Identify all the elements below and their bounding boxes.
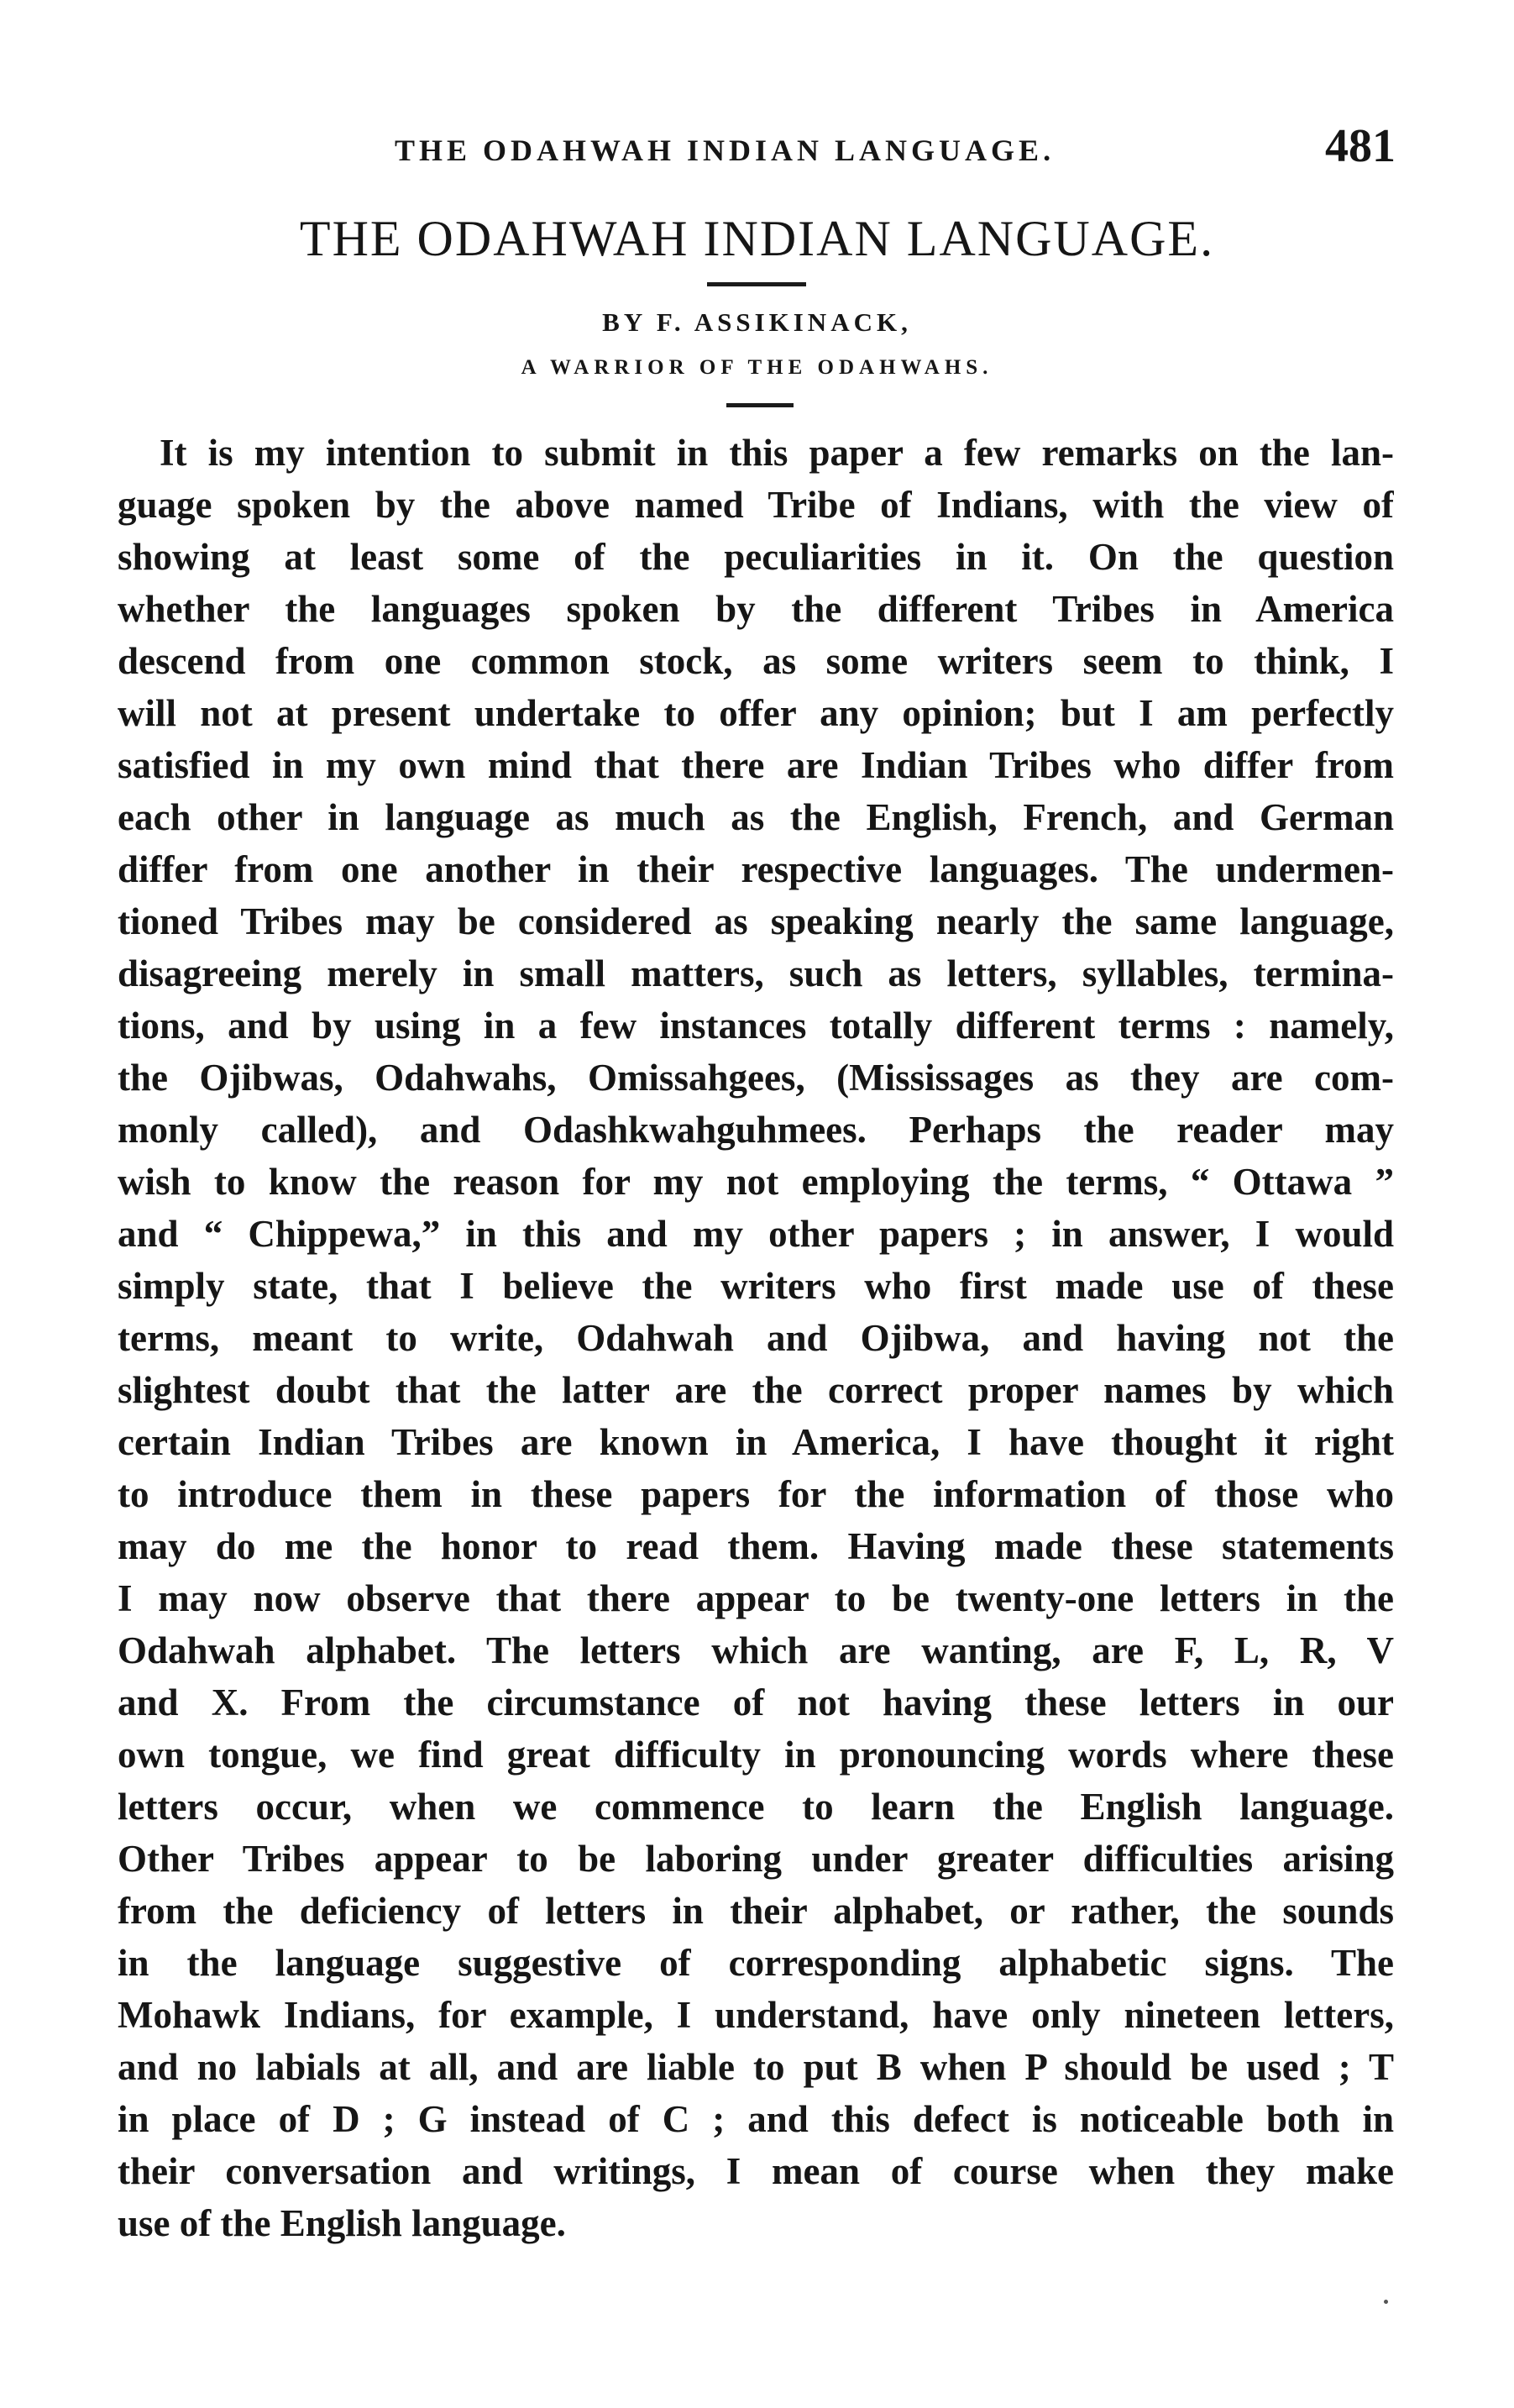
text-line: showing at least some of the peculiarities in it. On the question xyxy=(118,536,1394,578)
text-line: It is my intention to submit in this paper a few remarks on the lan- xyxy=(160,432,1394,474)
text-line: differ from one another in their respective languages. The undermen- xyxy=(118,848,1394,890)
text-line: from the deficiency of letters in their alphabet, or rather, the sounds xyxy=(118,1890,1394,1932)
text-line: tioned Tribes may be considered as speaking nearly the same language, xyxy=(118,900,1394,942)
text-line: in the language suggestive of corresponding alphabetic signs. The xyxy=(118,1942,1394,1984)
text-line: certain Indian Tribes are known in America, I have thought it right xyxy=(118,1421,1394,1463)
text-line: whether the languages spoken by the different Tribes in America xyxy=(118,588,1394,630)
body-text xyxy=(118,427,1394,2249)
text-line: the Ojibwas, Odahwahs, Omissahgees, (Mississages as they are com- xyxy=(118,1057,1394,1099)
text-line: and no labials at all, and are liable to put B when P should be used ; T xyxy=(118,2046,1394,2088)
text-line: wish to know the reason for my not employing the terms, “ Ottawa ” xyxy=(118,1161,1394,1203)
text-line: Odahwah alphabet. The letters which are wanting, are F, L, R, V xyxy=(118,1629,1394,1671)
author-affiliation: A WARRIOR OF THE ODAHWAHS. xyxy=(521,356,993,379)
text-line: satisfied in my own mind that there are Indian Tribes who differ from xyxy=(118,744,1394,786)
text-line: simply state, that I believe the writers who first made use of these xyxy=(118,1265,1394,1307)
article-title: THE ODAHWAH INDIAN LANGUAGE. xyxy=(299,211,1215,266)
text-line: their conversation and writings, I mean of course when they make xyxy=(118,2150,1394,2192)
text-line: own tongue, we find great difficulty in pronouncing words where these xyxy=(118,1734,1394,1776)
text-line: monly called), and Odashkwahguhmees. Perhaps the reader may xyxy=(118,1109,1394,1151)
author-byline: BY F. ASSIKINACK, xyxy=(602,307,912,337)
text-line: tions, and by using in a few instances totally different terms : namely, xyxy=(118,1005,1394,1047)
text-line: to introduce them in these papers for the information of those who xyxy=(118,1473,1394,1515)
text-line: use of the English language. xyxy=(118,2202,566,2244)
byline-rule xyxy=(726,403,794,407)
text-line: disagreeing merely in small matters, such as letters, syllables, termina- xyxy=(118,952,1394,994)
running-head: THE ODAHWAH INDIAN LANGUAGE. xyxy=(395,134,1056,167)
text-line: Mohawk Indians, for example, I understand, have only nineteen letters, xyxy=(118,1994,1394,2036)
text-line: terms, meant to write, Odahwah and Ojibwa, and having not the xyxy=(118,1317,1394,1359)
text-line: Other Tribes appear to be laboring under greater difficulties arising xyxy=(118,1838,1394,1880)
text-line: I may now observe that there appear to be twenty-one letters in the xyxy=(118,1577,1394,1619)
text-line: will not at present undertake to offer any opinion; but I am perfectly xyxy=(118,692,1394,734)
text-line: and X. From the circumstance of not having these letters in our xyxy=(118,1681,1394,1723)
text-line: letters occur, when we commence to learn the English language. xyxy=(118,1786,1394,1828)
text-line: slightest doubt that the latter are the correct proper names by which xyxy=(118,1369,1394,1411)
text-line: and “ Chippewa,” in this and my other papers ; in answer, I would xyxy=(118,1213,1394,1255)
text-line: may do me the honor to read them. Having made these statements xyxy=(118,1525,1394,1567)
text-line: guage spoken by the above named Tribe of Indians, with the view of xyxy=(118,484,1394,526)
text-line: each other in language as much as the English, French, and German xyxy=(118,796,1394,838)
paper-speck xyxy=(1384,2300,1388,2304)
page-number: 481 xyxy=(1325,120,1396,172)
text-line: descend from one common stock, as some writers seem to think, I xyxy=(118,640,1394,682)
text-line: in place of D ; G instead of C ; and this defect is noticeable both in xyxy=(118,2098,1394,2140)
title-rule xyxy=(707,282,806,286)
